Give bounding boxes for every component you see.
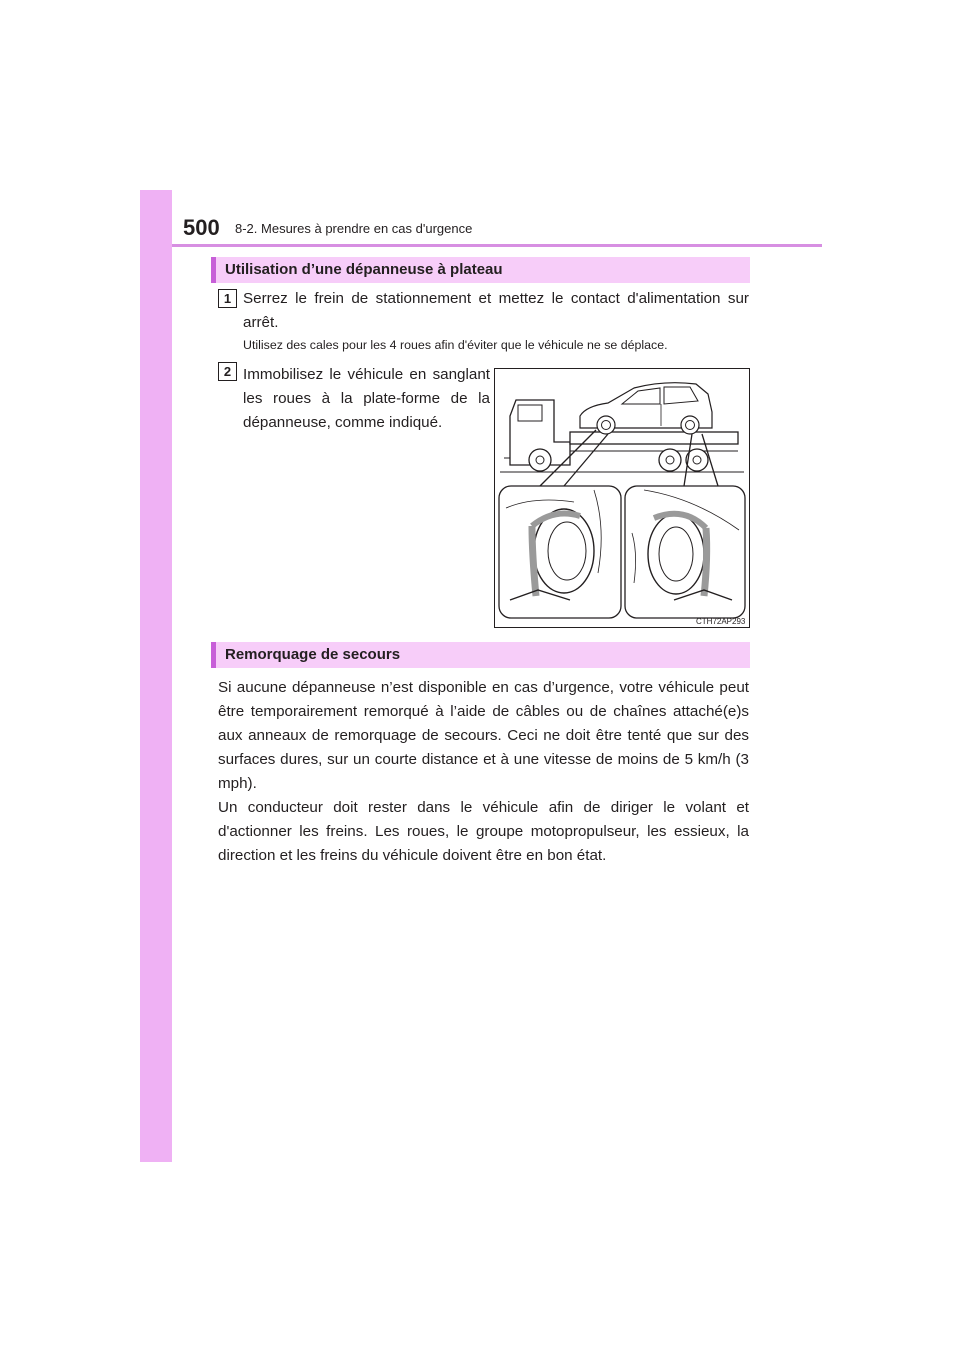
side-tab-bar — [140, 190, 172, 1162]
header-rule — [172, 244, 822, 247]
flatbed-towing-illustration — [494, 368, 750, 628]
page-number: 500 — [183, 215, 220, 240]
step-number-2: 2 — [218, 362, 237, 381]
emergency-towing-paragraph-1: Si aucune dépanneuse n’est disponible en cas d’urgence, votre véhicule peut être temporairement remorqué à l’aide de câbles ou de chaînes attaché(e)s aux anneaux de remorquage de secours. Ceci ne doit être tenté que sur des surfaces dures, sur un courte distance et à une vitesse de moins de 5 km/h (3 mph). — [218, 679, 749, 792]
section-title: Remorquage de secours — [225, 646, 401, 663]
section-header-emergency-towing — [211, 642, 750, 668]
section-accent — [211, 257, 216, 283]
figure-code: CTH72AP293 — [696, 617, 746, 626]
section-accent — [211, 642, 216, 668]
illustration-svg — [494, 368, 750, 628]
emergency-towing-paragraph-2: Un conducteur doit rester dans le véhicule afin de diriger le volant et d'actionner les freins. Les roues, le groupe motopropulseur, les essieux, la direction et les freins du véhicule doivent être en bon état. — [218, 799, 749, 864]
step-number-1: 1 — [218, 289, 237, 308]
step-1-note: Utilisez des cales pour les 4 roues afin d'éviter que le véhicule ne se déplace. — [243, 338, 668, 352]
section-header-flatbed — [211, 257, 750, 283]
chapter-header: 8-2. Mesures à prendre en cas d'urgence — [235, 221, 473, 236]
step-1-text: Serrez le frein de stationnement et mettez le contact d'alimentation sur arrêt. — [243, 290, 749, 331]
section-title: Utilisation d’une dépanneuse à plateau — [225, 261, 503, 278]
step-2-text: Immobilisez le véhicule en sanglant les roues à la plate-forme de la dépanneuse, comme indiqué. — [243, 366, 490, 431]
